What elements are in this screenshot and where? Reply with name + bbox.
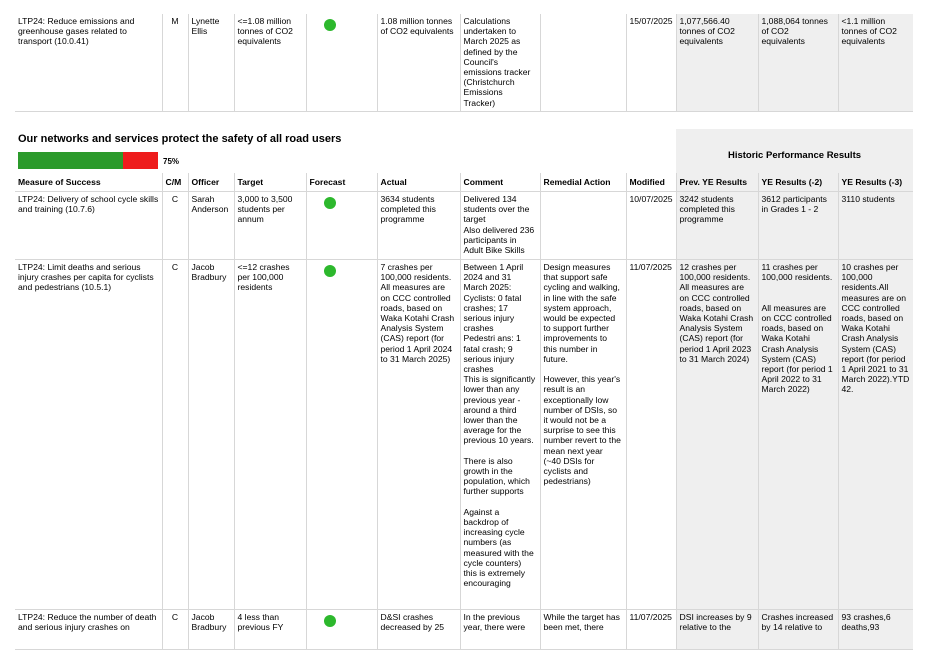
measures-table: [15, 173, 913, 650]
header-actual: Actual: [377, 173, 460, 192]
comment-cell: Delivered 134 students over the target Also delivered 236 participants in Adult Bike Skills: [460, 192, 540, 260]
comment-cell: Between 1 April 2024 and 31 March 2025: Cyclists: 0 fatal crashes; 17 serious injury crashes Pedestri ans: 1 fatal crash; 9 serious injury crashes This is significantly lower than any previous year - around a third lower than the average for the previous 10 years. There is also growth in the population, which further supports Against a backdrop of increasing cycle numbers (as measured with the cycle counters) this is extremely encouraging: [460, 260, 540, 610]
modified-cell: 10/07/2025: [626, 192, 676, 260]
measure-cell: LTP24: Reduce emissions and greenhouse gases related to transport (10.0.41): [15, 14, 162, 112]
header-measure: Measure of Success: [15, 173, 162, 192]
remedial-cell: Design measures that support safe cycling and walking, in line with the safe system approach, would be expected to support further improvements to this number in future. However, this year's result is an exceptionally low number of DSIs, so it would not be a surprise to see this number revert to the mean next year (~40 DSIs for cyclists and pedestrians): [540, 260, 626, 610]
forecast-status-icon: [324, 19, 336, 31]
cm-cell: M: [162, 14, 188, 112]
measure-cell: LTP24: Reduce the number of death and serious injury crashes on: [15, 610, 162, 650]
prev-ye-cell: 1,077,566.40 tonnes of CO2 equivalents: [676, 14, 758, 112]
header-target: Target: [234, 173, 306, 192]
header-row: [15, 173, 913, 192]
forecast-cell: [306, 192, 377, 260]
table-row: [15, 192, 913, 260]
officer-cell: Sarah Anderson: [188, 192, 234, 260]
header-modified: Modified: [626, 173, 676, 192]
progress-fill-bad: [123, 152, 158, 169]
header-prev-ye: Prev. YE Results: [676, 173, 758, 192]
comment-cell: Calculations undertaken to March 2025 as defined by the Council's emissions tracker (Christchurch Emissions Tracker): [460, 14, 540, 112]
ye2-cell: Crashes increased by 14 relative to: [758, 610, 838, 650]
header-comment: Comment: [460, 173, 540, 192]
header-remedial: Remedial Action: [540, 173, 626, 192]
header-ye2: YE Results (-2): [758, 173, 838, 192]
header-cm: C/M: [162, 173, 188, 192]
remedial-cell: While the target has been met, there: [540, 610, 626, 650]
actual-cell: 3634 students completed this programme: [377, 192, 460, 260]
officer-cell: Jacob Bradbury: [188, 610, 234, 650]
ye2-cell: 1,088,064 tonnes of CO2 equivalents: [758, 14, 838, 112]
forecast-cell: [306, 260, 377, 610]
cm-cell: C: [162, 192, 188, 260]
ye2-cell: 3612 participants in Grades 1 - 2: [758, 192, 838, 260]
table-row: [15, 260, 913, 610]
cm-cell: C: [162, 260, 188, 610]
progress-fill-good: [18, 152, 123, 169]
header-forecast: Forecast: [306, 173, 377, 192]
cm-cell: C: [162, 610, 188, 650]
modified-cell: 15/07/2025: [626, 14, 676, 112]
progress-bar: [18, 152, 158, 169]
ye3-cell: 3110 students: [838, 192, 913, 260]
forecast-cell: [306, 610, 377, 650]
remedial-cell: [540, 192, 626, 260]
officer-cell: Jacob Bradbury: [188, 260, 234, 610]
historic-performance-header: Historic Performance Results: [676, 129, 913, 173]
section-title: Our networks and services protect the safety of all road users: [18, 133, 342, 145]
ye3-cell: 10 crashes per 100,000 residents.All measures are on CCC controlled roads, based on Waka Kotahi Crash Analysis System (CAS) report (for period 1 April 2021 to 31 March 2022).YTD 42.: [838, 260, 913, 610]
previous-section-table: [15, 14, 913, 112]
header-officer: Officer: [188, 173, 234, 192]
prev-ye-cell: DSI increases by 9 relative to the: [676, 610, 758, 650]
prev-ye-cell: 12 crashes per 100,000 residents. All measures are on CCC controlled roads, based on Waka Kotahi Crash Analysis System (CAS) report (for period 1 April 2023 to 31 March 2024): [676, 260, 758, 610]
forecast-cell: [306, 14, 377, 112]
progress-label: 75%: [163, 157, 180, 166]
forecast-status-icon: [324, 265, 336, 277]
actual-cell: 1.08 million tonnes of CO2 equivalents: [377, 14, 460, 112]
officer-cell: Lynette Ellis: [188, 14, 234, 112]
actual-cell: 7 crashes per 100,000 residents. All measures are on CCC controlled roads, based on Waka Kotahi Crash Analysis System (CAS) report (for period 1 April 2024 to 31 March 2025): [377, 260, 460, 610]
measure-cell: LTP24: Delivery of school cycle skills and training (10.7.6): [15, 192, 162, 260]
modified-cell: 11/07/2025: [626, 610, 676, 650]
forecast-status-icon: [324, 615, 336, 627]
ye2-cell: 11 crashes per 100,000 residents. All measures are on CCC controlled roads, based on Waka Kotahi Crash Analysis System (CAS) report (for period 1 April 2022 to 31 March 2022): [758, 260, 838, 610]
target-cell: <=12 crashes per 100,000 residents: [234, 260, 306, 610]
ye3-cell: <1.1 million tonnes of CO2 equivalents: [838, 14, 913, 112]
table-row: [15, 610, 913, 650]
target-cell: 3,000 to 3,500 students per annum: [234, 192, 306, 260]
target-cell: <=1.08 million tonnes of CO2 equivalents: [234, 14, 306, 112]
table-row: [15, 14, 913, 112]
prev-ye-cell: 3242 students completed this programme: [676, 192, 758, 260]
forecast-status-icon: [324, 197, 336, 209]
modified-cell: 11/07/2025: [626, 260, 676, 610]
target-cell: 4 less than previous FY: [234, 610, 306, 650]
ye3-cell: 93 crashes,6 deaths,93: [838, 610, 913, 650]
measure-cell: LTP24: Limit deaths and serious injury crashes per capita for cyclists and pedestrians (10.5.1): [15, 260, 162, 610]
comment-cell: In the previous year, there were: [460, 610, 540, 650]
header-ye3: YE Results (-3): [838, 173, 913, 192]
actual-cell: D&SI crashes decreased by 25: [377, 610, 460, 650]
remedial-cell: [540, 14, 626, 112]
